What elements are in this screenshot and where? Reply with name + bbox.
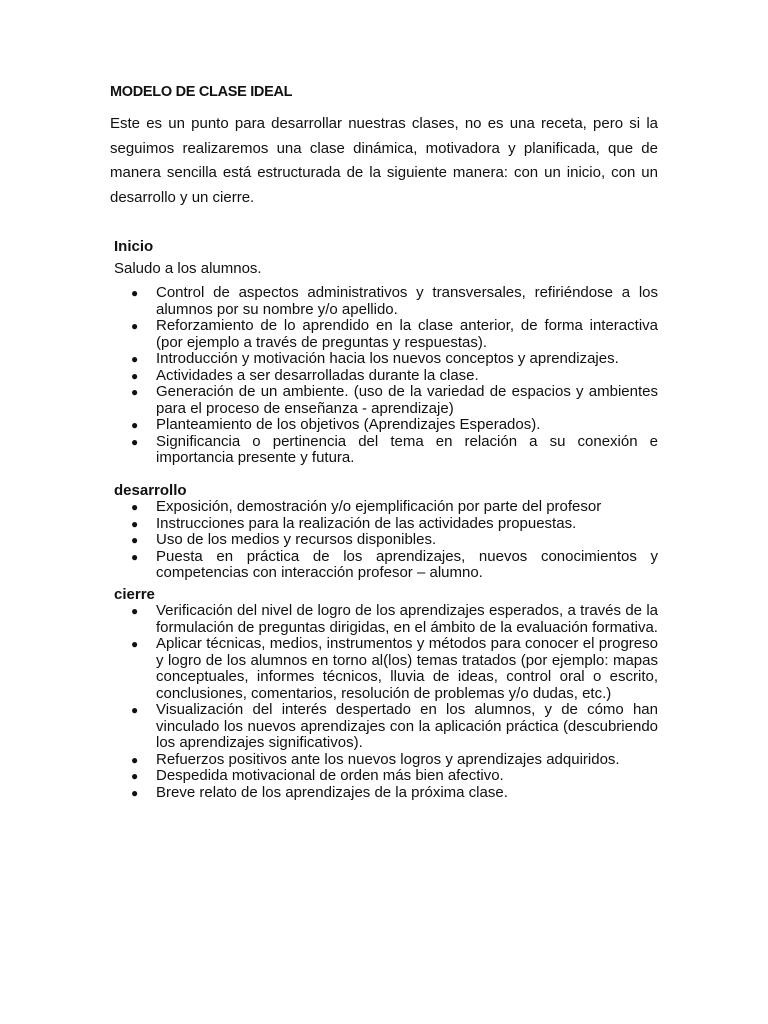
section-title-cierre: cierre bbox=[114, 586, 155, 603]
list-item-text: Breve relato de los aprendizajes de la próxima clase. bbox=[156, 783, 508, 801]
list-item-text: Generación de un ambiente. (uso de la variedad de espacios y ambientes para el proceso de enseñanza - aprendizaje) bbox=[156, 383, 658, 417]
section-title-inicio: Inicio bbox=[114, 238, 154, 255]
list-item bbox=[114, 603, 658, 636]
bullet-list-desarrollo bbox=[114, 499, 658, 582]
bullet-icon: ● bbox=[131, 769, 139, 783]
bullet-icon: ● bbox=[131, 533, 139, 547]
section-inicio bbox=[114, 238, 658, 467]
list-item-text: Actividades a ser desarrolladas durante la clase. bbox=[156, 366, 479, 384]
list-item-text: Visualización del interés despertado en los alumnos, y de cómo han vinculado los nuevos aprendizajes con la aplicación práctica (descubriendo los aprendizajes significativos). bbox=[156, 701, 658, 751]
document-title: MODELO DE CLASE IDEAL bbox=[110, 84, 293, 100]
list-item bbox=[114, 785, 658, 802]
bullet-list-inicio bbox=[114, 285, 658, 467]
list-item-text: Refuerzos positivos ante los nuevos logros y aprendizajes adquiridos. bbox=[156, 750, 620, 768]
list-item-text: Instrucciones para la realización de las actividades propuestas. bbox=[156, 514, 577, 532]
bullet-icon: ● bbox=[131, 516, 139, 531]
bullet-icon: ● bbox=[131, 637, 139, 651]
list-item bbox=[114, 516, 658, 533]
bullet-icon: ● bbox=[131, 286, 139, 300]
list-item bbox=[114, 318, 658, 351]
list-item-text: Planteamiento de los objetivos (Aprendizajes Esperados). bbox=[156, 416, 541, 433]
list-item bbox=[114, 351, 658, 368]
list-item-text: Despedida motivacional de orden más bien afectivo. bbox=[156, 767, 504, 784]
list-item bbox=[114, 532, 658, 549]
bullet-icon: ● bbox=[131, 604, 139, 618]
list-item bbox=[114, 636, 658, 702]
list-item-text: Control de aspectos administrativos y transversales, refiriéndose a los alumnos por su nombre y/o apellido. bbox=[156, 284, 658, 318]
list-item bbox=[114, 549, 658, 582]
bullet-icon: ● bbox=[131, 352, 139, 366]
list-item-text: Puesta en práctica de los aprendizajes, nuevos conocimientos y competencias con interacción profesor – alumno. bbox=[156, 547, 658, 581]
bullet-icon: ● bbox=[131, 785, 139, 800]
bullet-icon: ● bbox=[131, 319, 139, 333]
bullet-icon: ● bbox=[131, 434, 139, 449]
bullet-icon: ● bbox=[131, 385, 139, 399]
list-item-text: Exposición, demostración y/o ejemplificación por parte del profesor bbox=[156, 498, 602, 515]
bullet-list-cierre bbox=[114, 603, 658, 801]
list-item bbox=[114, 768, 658, 785]
section-subtitle-inicio: Saludo a los alumnos. bbox=[114, 260, 262, 277]
list-item bbox=[114, 384, 658, 417]
bullet-icon: ● bbox=[131, 500, 139, 514]
list-item bbox=[114, 417, 658, 434]
list-item-text: Significancia o pertinencia del tema en relación a su conexión e importancia presente y futura. bbox=[156, 432, 658, 466]
list-item bbox=[114, 368, 658, 385]
list-item bbox=[114, 702, 658, 752]
list-item bbox=[114, 285, 658, 318]
list-item-text: Uso de los medios y recursos disponibles. bbox=[156, 531, 437, 548]
list-item bbox=[114, 499, 658, 516]
bullet-icon: ● bbox=[131, 549, 139, 564]
section-cierre bbox=[114, 586, 658, 801]
bullet-icon: ● bbox=[131, 418, 139, 432]
list-item-text: Reforzamiento de lo aprendido en la clase anterior, de forma interactiva (por ejemplo a través de preguntas y respuestas). bbox=[156, 317, 658, 351]
list-item-text: Verificación del nivel de logro de los aprendizajes esperados, a través de la formulación de preguntas dirigidas, en el ámbito de la evaluación formativa. bbox=[156, 602, 658, 636]
list-item-text: Introducción y motivación hacia los nuevos conceptos y aprendizajes. bbox=[156, 350, 619, 367]
bullet-icon: ● bbox=[131, 703, 139, 717]
list-item-text: Aplicar técnicas, medios, instrumentos y métodos para conocer el progreso y logro de los alumnos en torno al(los) temas tratados (por ejemplo: mapas conceptuales, informes técnicos, lluvia de ideas, control oral o escrito, conclusiones, comentarios, resolución de problemas y/o dudas, etc.) bbox=[156, 635, 658, 702]
list-item bbox=[114, 434, 658, 467]
bullet-icon: ● bbox=[131, 752, 139, 767]
section-desarrollo bbox=[114, 482, 658, 582]
intro-paragraph: Este es un punto para desarrollar nuestras clases, no es una receta, pero si la seguimos realizaremos una clase dinámica, motivadora y planificada, que de manera sencilla está estructurada de la siguiente manera: con un inicio, con un desarrollo y un cierre. bbox=[110, 115, 658, 206]
list-item bbox=[114, 752, 658, 769]
bullet-icon: ● bbox=[131, 368, 139, 383]
section-title-desarrollo: desarrollo bbox=[114, 482, 187, 499]
